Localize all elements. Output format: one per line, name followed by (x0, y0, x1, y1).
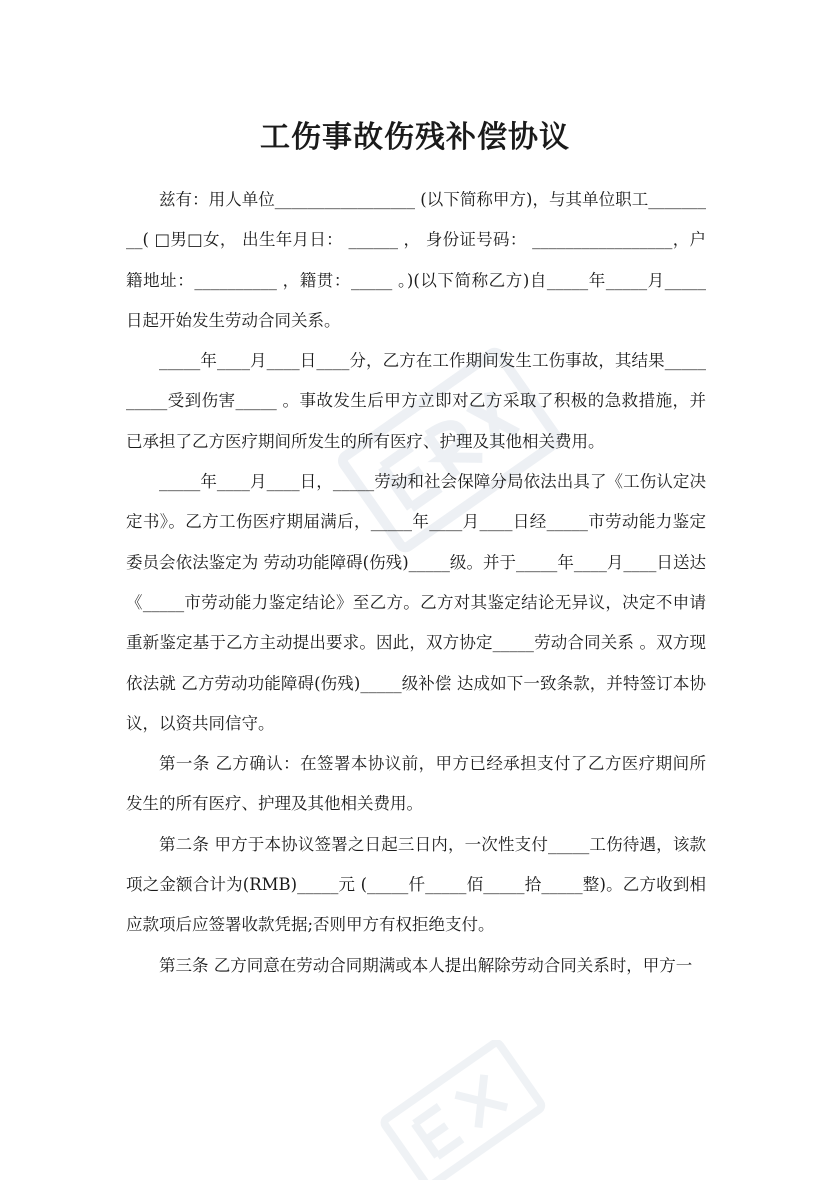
watermark-logo-bottom (360, 1040, 560, 1180)
document-body (126, 180, 706, 986)
paragraph-article-3: 第三条 乙方同意在劳动合同期满或本人提出解除劳动合同关系时，甲方一 (159, 955, 693, 975)
paragraph-parties: 兹有：用人单位_________________ (以下简称甲方)，与其单位职工_________( □男□女， 出生年月日： ______ ， 身份证号码： _________________，户籍地址：__________ ，籍贯：_____ 。)(以下简称乙方)自_____年_____月_____日起开始发生劳动合同关系。 (126, 190, 706, 330)
paragraph-article-2: 第二条 甲方于本协议签署之日起三日内，一次性支付_____工伤待遇，该款项之金额合计为(RMB)_____元 (_____仟_____佰_____拾_____整)。乙方收到相应款项后应签署收款凭据;否则甲方有权拒绝支付。 (126, 834, 706, 935)
paragraph-accident: _____年____月____日____分，乙方在工作期间发生工伤事故，其结果__________受到伤害_____ 。事故发生后甲方立即对乙方采取了积极的急救措施，并已承担了乙方医疗期间所发生的所有医疗、护理及其他相关费用。 (126, 351, 706, 451)
paragraph-article-1: 第一条 乙方确认：在签署本协议前，甲方已经承担支付了乙方医疗期间所发生的所有医疗、护理及其他相关费用。 (126, 754, 706, 814)
paragraph-appraisal: _____年____月____日，_____劳动和社会保障分局依法出具了《工伤认定决定书》。乙方工伤医疗期届满后，_____年____月____日经_____市劳动能力鉴定委员会依法鉴定为 劳动功能障碍(伤残)_____级。并于_____年____月____日送达《_____市劳动能力鉴定结论》至乙方。乙方对其鉴定结论无异议，决定不申请重新鉴定基于乙方主动提出要求。因此，双方协定_____劳动合同关系 。双方现依法就 乙方劳动功能障碍(伤残)_____级补偿 达成如下一致条款，并特签订本协议，以资共同信守。 (126, 472, 706, 733)
document-title: 工伤事故伤残补偿协议 (260, 120, 570, 155)
